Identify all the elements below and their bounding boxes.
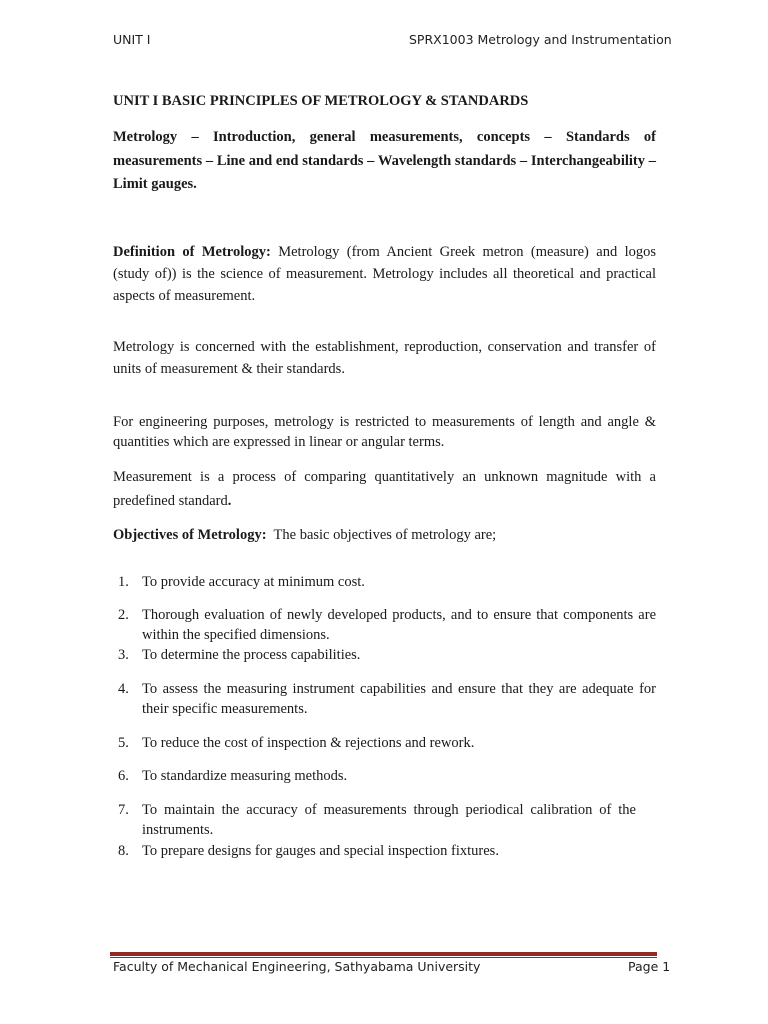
header-unit: UNIT I bbox=[113, 32, 151, 47]
engineering-paragraph: For engineering purposes, metrology is restricted to measurements of length and angle & quantities which are expressed in linear or angular terms. bbox=[113, 414, 656, 450]
objectives-paragraph bbox=[113, 524, 656, 546]
measurement-period: . bbox=[227, 493, 232, 509]
list-item-text: To maintain the accuracy of measurements through periodical calibration of the instruments. bbox=[142, 802, 636, 838]
list-item bbox=[113, 645, 656, 665]
footer-rule-thin bbox=[110, 957, 657, 958]
objectives-intro: The basic objectives of metrology are; bbox=[266, 527, 497, 543]
list-item bbox=[113, 841, 656, 861]
list-item-text: To determine the process capabilities. bbox=[142, 647, 361, 663]
list-item-number: 3. bbox=[118, 647, 129, 663]
list-item bbox=[113, 572, 656, 592]
list-item-number: 2. bbox=[118, 607, 129, 623]
concern-paragraph: Metrology is concerned with the establishment, reproduction, conservation and transfer of units of measurement & their standards. bbox=[113, 339, 656, 377]
list-item bbox=[113, 605, 656, 645]
page-number: Page 1 bbox=[628, 959, 671, 974]
definition-label: Definition of Metrology: bbox=[113, 244, 271, 260]
list-item-text: To reduce the cost of inspection & rejections and rework. bbox=[142, 735, 475, 751]
footer-rule-thick bbox=[110, 952, 657, 956]
list-item-number: 6. bbox=[118, 768, 129, 784]
list-item-text: Thorough evaluation of newly developed products, and to ensure that components are within the specified dimensions. bbox=[142, 607, 656, 643]
list-item-number: 7. bbox=[118, 802, 129, 818]
list-item-text: To prepare designs for gauges and special inspection fixtures. bbox=[142, 843, 499, 859]
unit-title: UNIT I BASIC PRINCIPLES OF METROLOGY & STANDARDS bbox=[113, 93, 529, 109]
list-item bbox=[113, 733, 656, 753]
list-item-number: 8. bbox=[118, 843, 129, 859]
definition-text: Metrology (from Ancient Greek metron (measure) and logos (study of)) is the science of measurement. Metrology includes all theoretical and practical aspects of measurement. bbox=[113, 244, 656, 304]
syllabus-topics: Metrology – Introduction, general measurements, concepts – Standards of measurements – Line and end standards – Wavelength standards – Interchangeability – Limit gauges. bbox=[113, 129, 656, 192]
measurement-text: Measurement is a process of comparing quantitatively an unknown magnitude with a predefined standard bbox=[113, 469, 656, 509]
list-item bbox=[113, 679, 656, 719]
list-item bbox=[113, 800, 656, 840]
list-item-number: 4. bbox=[118, 681, 129, 697]
list-item-text: To assess the measuring instrument capabilities and ensure that they are adequate for their specific measurements. bbox=[142, 681, 656, 717]
measurement-paragraph bbox=[113, 465, 656, 513]
list-item-number: 1. bbox=[118, 574, 129, 590]
list-item-number: 5. bbox=[118, 735, 129, 751]
objectives-label: Objectives of Metrology: bbox=[113, 527, 267, 543]
list-item-text: To standardize measuring methods. bbox=[142, 768, 348, 784]
definition-paragraph bbox=[113, 241, 656, 307]
list-item bbox=[113, 766, 656, 786]
footer-faculty: Faculty of Mechanical Engineering, Sathyabama University bbox=[113, 959, 481, 974]
header-course: SPRX1003 Metrology and Instrumentation bbox=[409, 32, 672, 47]
list-item-text: To provide accuracy at minimum cost. bbox=[142, 574, 365, 590]
